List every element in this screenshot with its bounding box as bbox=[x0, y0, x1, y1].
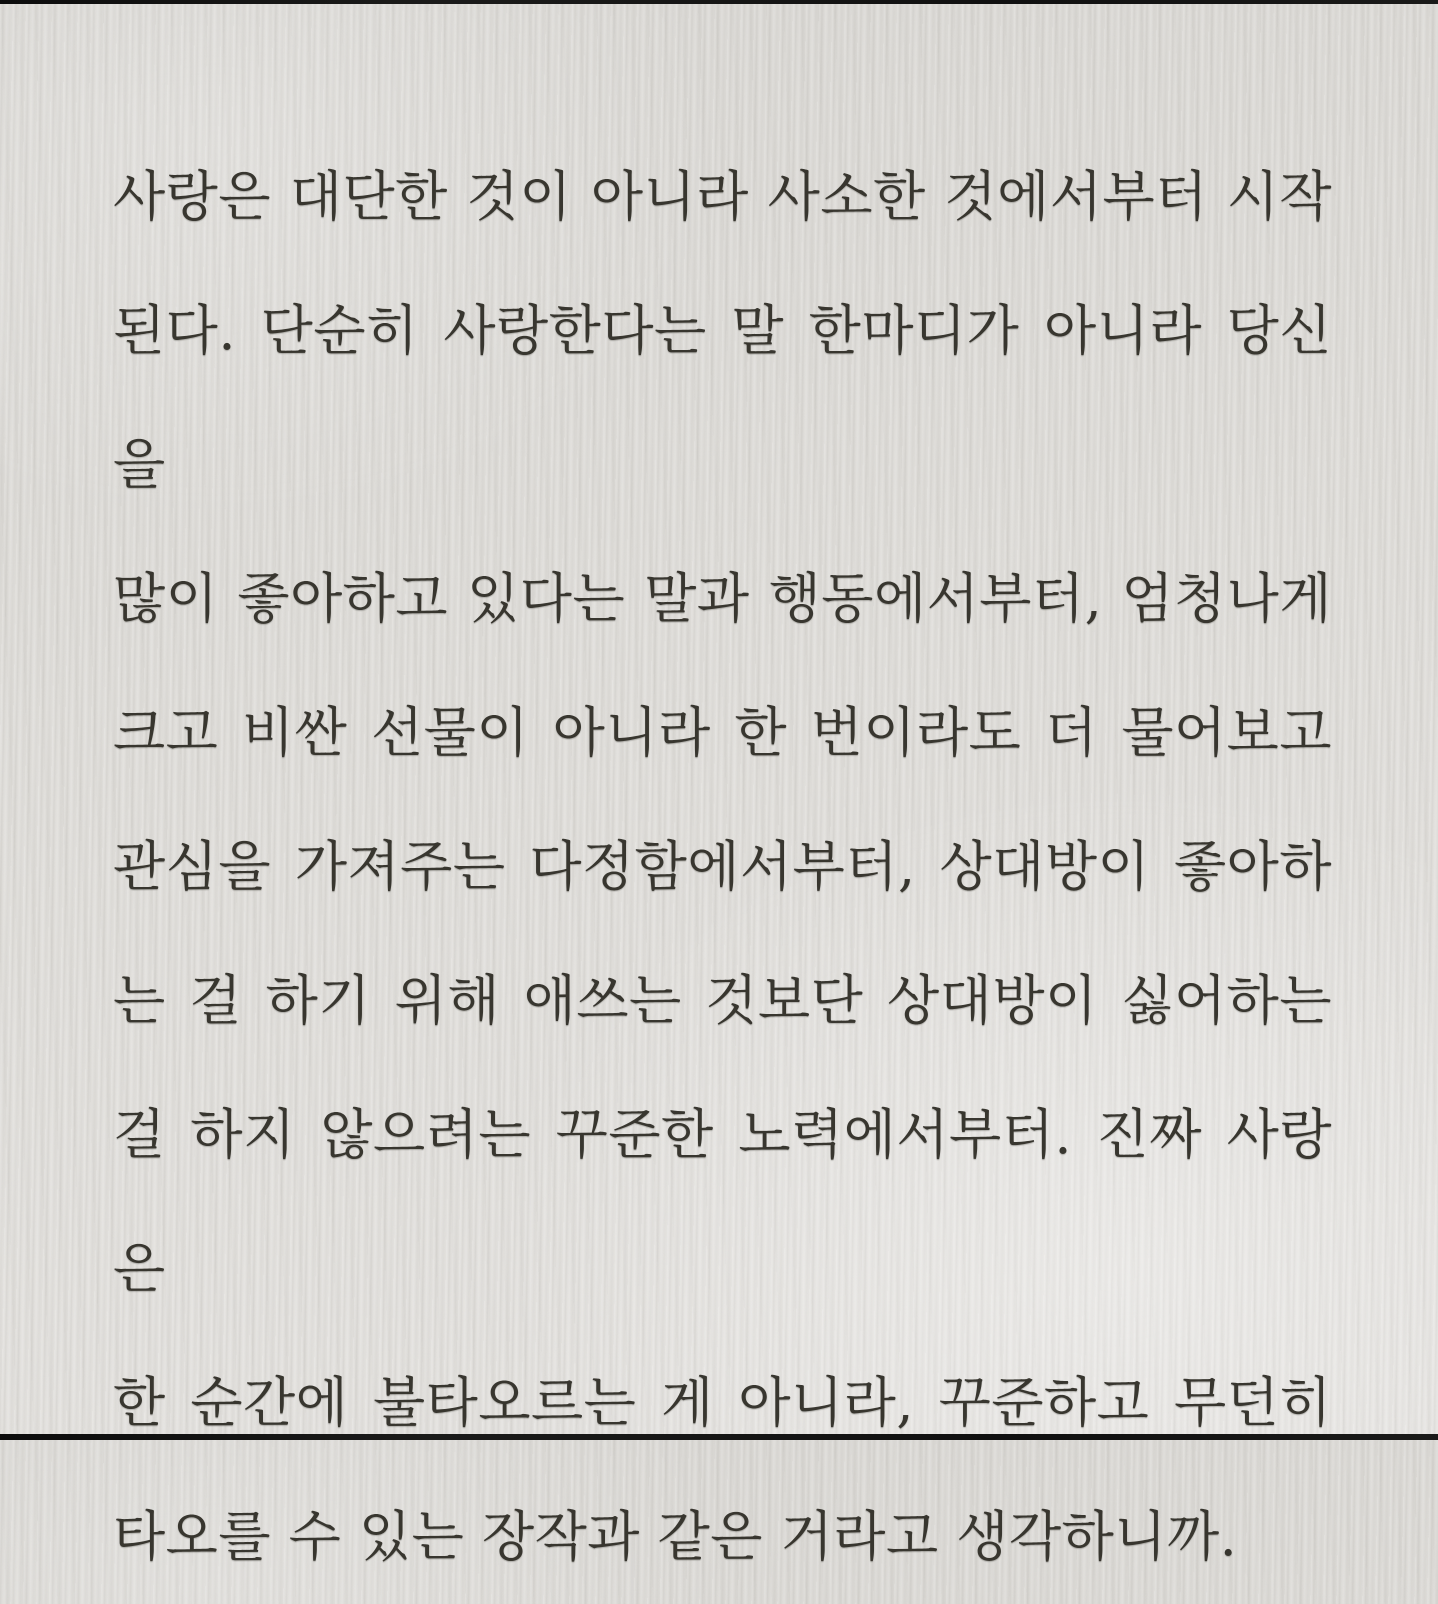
quote-line: 는 걸 하기 위해 애쓰는 것보단 상대방이 싫어하는 bbox=[113, 934, 1332, 1068]
photo-edge-top bbox=[0, 0, 1438, 4]
quote-line: 걸 하지 않으려는 꾸준한 노력에서부터. 진짜 사랑은 bbox=[113, 1068, 1332, 1336]
photo-edge-bottom bbox=[0, 1434, 1438, 1440]
quote-line: 많이 좋아하고 있다는 말과 행동에서부터, 엄청나게 bbox=[113, 532, 1332, 666]
quote-line: 관심을 가져주는 다정함에서부터, 상대방이 좋아하 bbox=[113, 800, 1332, 934]
quote-line: 타오를 수 있는 장작과 같은 거라고 생각하니까. bbox=[113, 1470, 1332, 1604]
quote-line: 된다. 단순히 사랑한다는 말 한마디가 아니라 당신을 bbox=[113, 264, 1332, 532]
quote-line: 사랑은 대단한 것이 아니라 사소한 것에서부터 시작 bbox=[113, 130, 1332, 264]
quote-line: 크고 비싼 선물이 아니라 한 번이라도 더 물어보고 bbox=[113, 666, 1332, 800]
quote-line: 한 순간에 불타오르는 게 아니라, 꾸준하고 무던히 bbox=[113, 1336, 1332, 1470]
